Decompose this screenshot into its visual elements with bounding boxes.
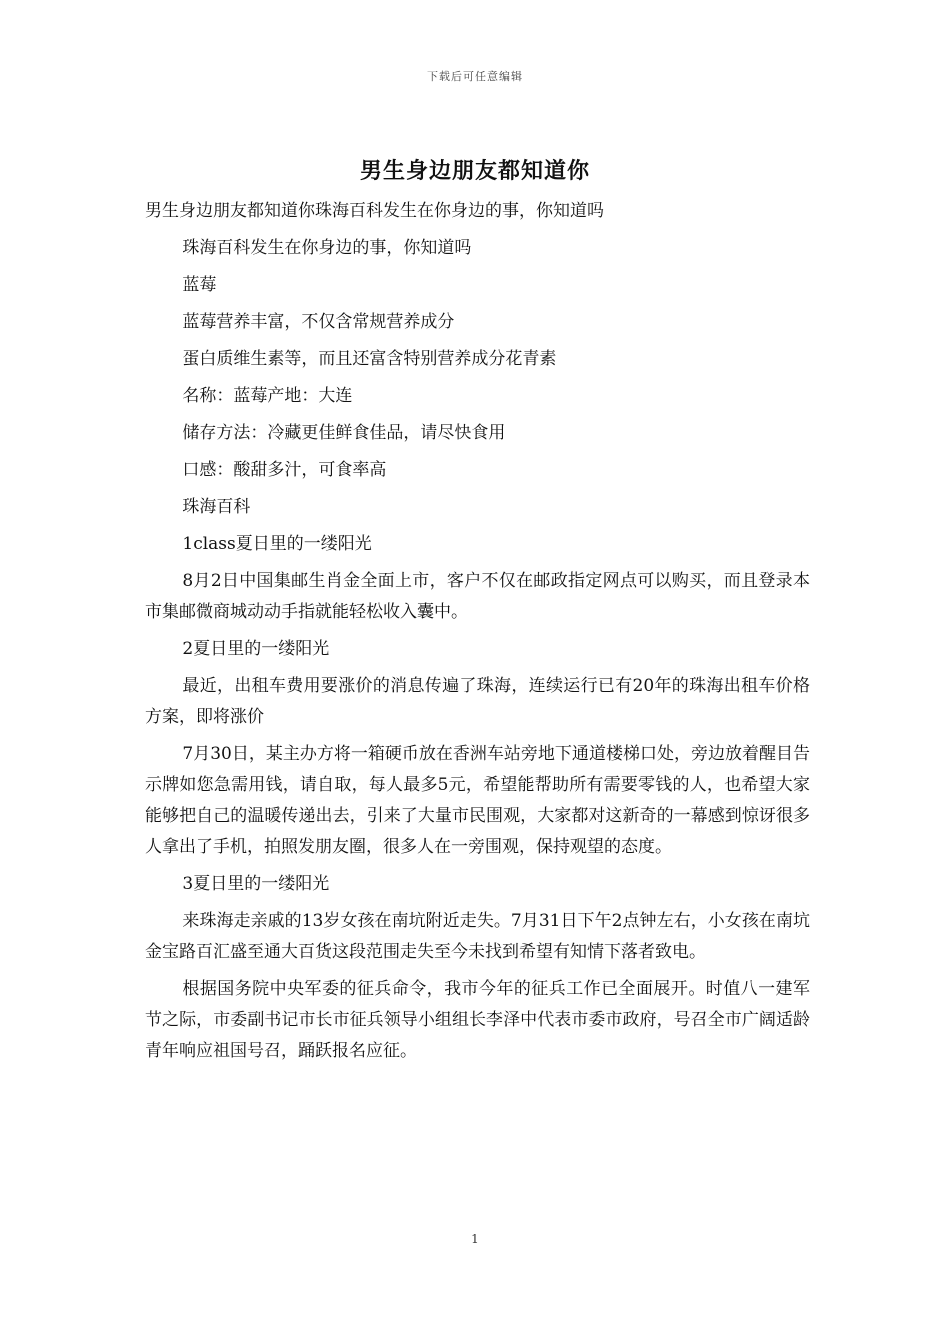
paragraph: 珠海百科 bbox=[182, 497, 251, 517]
page-number: 1 bbox=[471, 1232, 479, 1246]
paragraph: 蓝莓 bbox=[182, 275, 217, 295]
paragraph: 口感：酸甜多汁，可食率高 bbox=[182, 460, 387, 480]
document-body bbox=[145, 196, 810, 1073]
paragraph: 蓝莓营养丰富，不仅含常规营养成分 bbox=[182, 312, 455, 332]
paragraph: 储存方法：冷藏更佳鲜食佳品，请尽快食用 bbox=[182, 423, 506, 443]
paragraph: 最近，出租车费用要涨价的消息传遍了珠海，连续运行已有20年的珠海出租车价格方案，即将涨价 bbox=[145, 676, 810, 727]
paragraph: 2夏日里的一缕阳光 bbox=[182, 639, 330, 659]
document-title: 男生身边朋友都知道你 bbox=[359, 158, 590, 184]
paragraph: 珠海百科发生在你身边的事，你知道吗 bbox=[182, 238, 472, 258]
paragraph: 蛋白质维生素等，而且还富含特别营养成分花青素 bbox=[182, 349, 557, 369]
header-note: 下载后可任意编辑 bbox=[427, 70, 523, 83]
paragraph: 8月2日中国集邮生肖金全面上市，客户不仅在邮政指定网点可以购买，而且登录本市集邮微商城动动手指就能轻松收入囊中。 bbox=[145, 571, 810, 622]
paragraph: 名称：蓝莓产地：大连 bbox=[182, 386, 353, 406]
paragraph: 3夏日里的一缕阳光 bbox=[182, 874, 330, 894]
paragraph: 来珠海走亲戚的13岁女孩在南坑附近走失。7月31日下午2点钟左右，小女孩在南坑金宝路百汇盛至通大百货这段范围走失至今未找到希望有知情下落者致电。 bbox=[145, 911, 810, 962]
paragraph: 根据国务院中央军委的征兵命令，我市今年的征兵工作已全面展开。时值八一建军节之际，市委副书记市长市征兵领导小组组长李泽中代表市委市政府，号召全市广阔适龄青年响应祖国号召，踊跃报名应征。 bbox=[145, 979, 810, 1061]
paragraph: 男生身边朋友都知道你珠海百科发生在你身边的事，你知道吗 bbox=[145, 201, 604, 221]
paragraph: 1class夏日里的一缕阳光 bbox=[182, 534, 372, 554]
paragraph: 7月30日，某主办方将一箱硬币放在香洲车站旁地下通道楼梯口处，旁边放着醒目告示牌如您急需用钱，请自取，每人最多5元，希望能帮助所有需要零钱的人，也希望大家能够把自己的温暖传递出去，引来了大量市民围观，大家都对这新奇的一幕感到惊讶很多人拿出了手机，拍照发朋友圈，很多人在一旁围观，保持观望的态度。 bbox=[145, 744, 810, 857]
